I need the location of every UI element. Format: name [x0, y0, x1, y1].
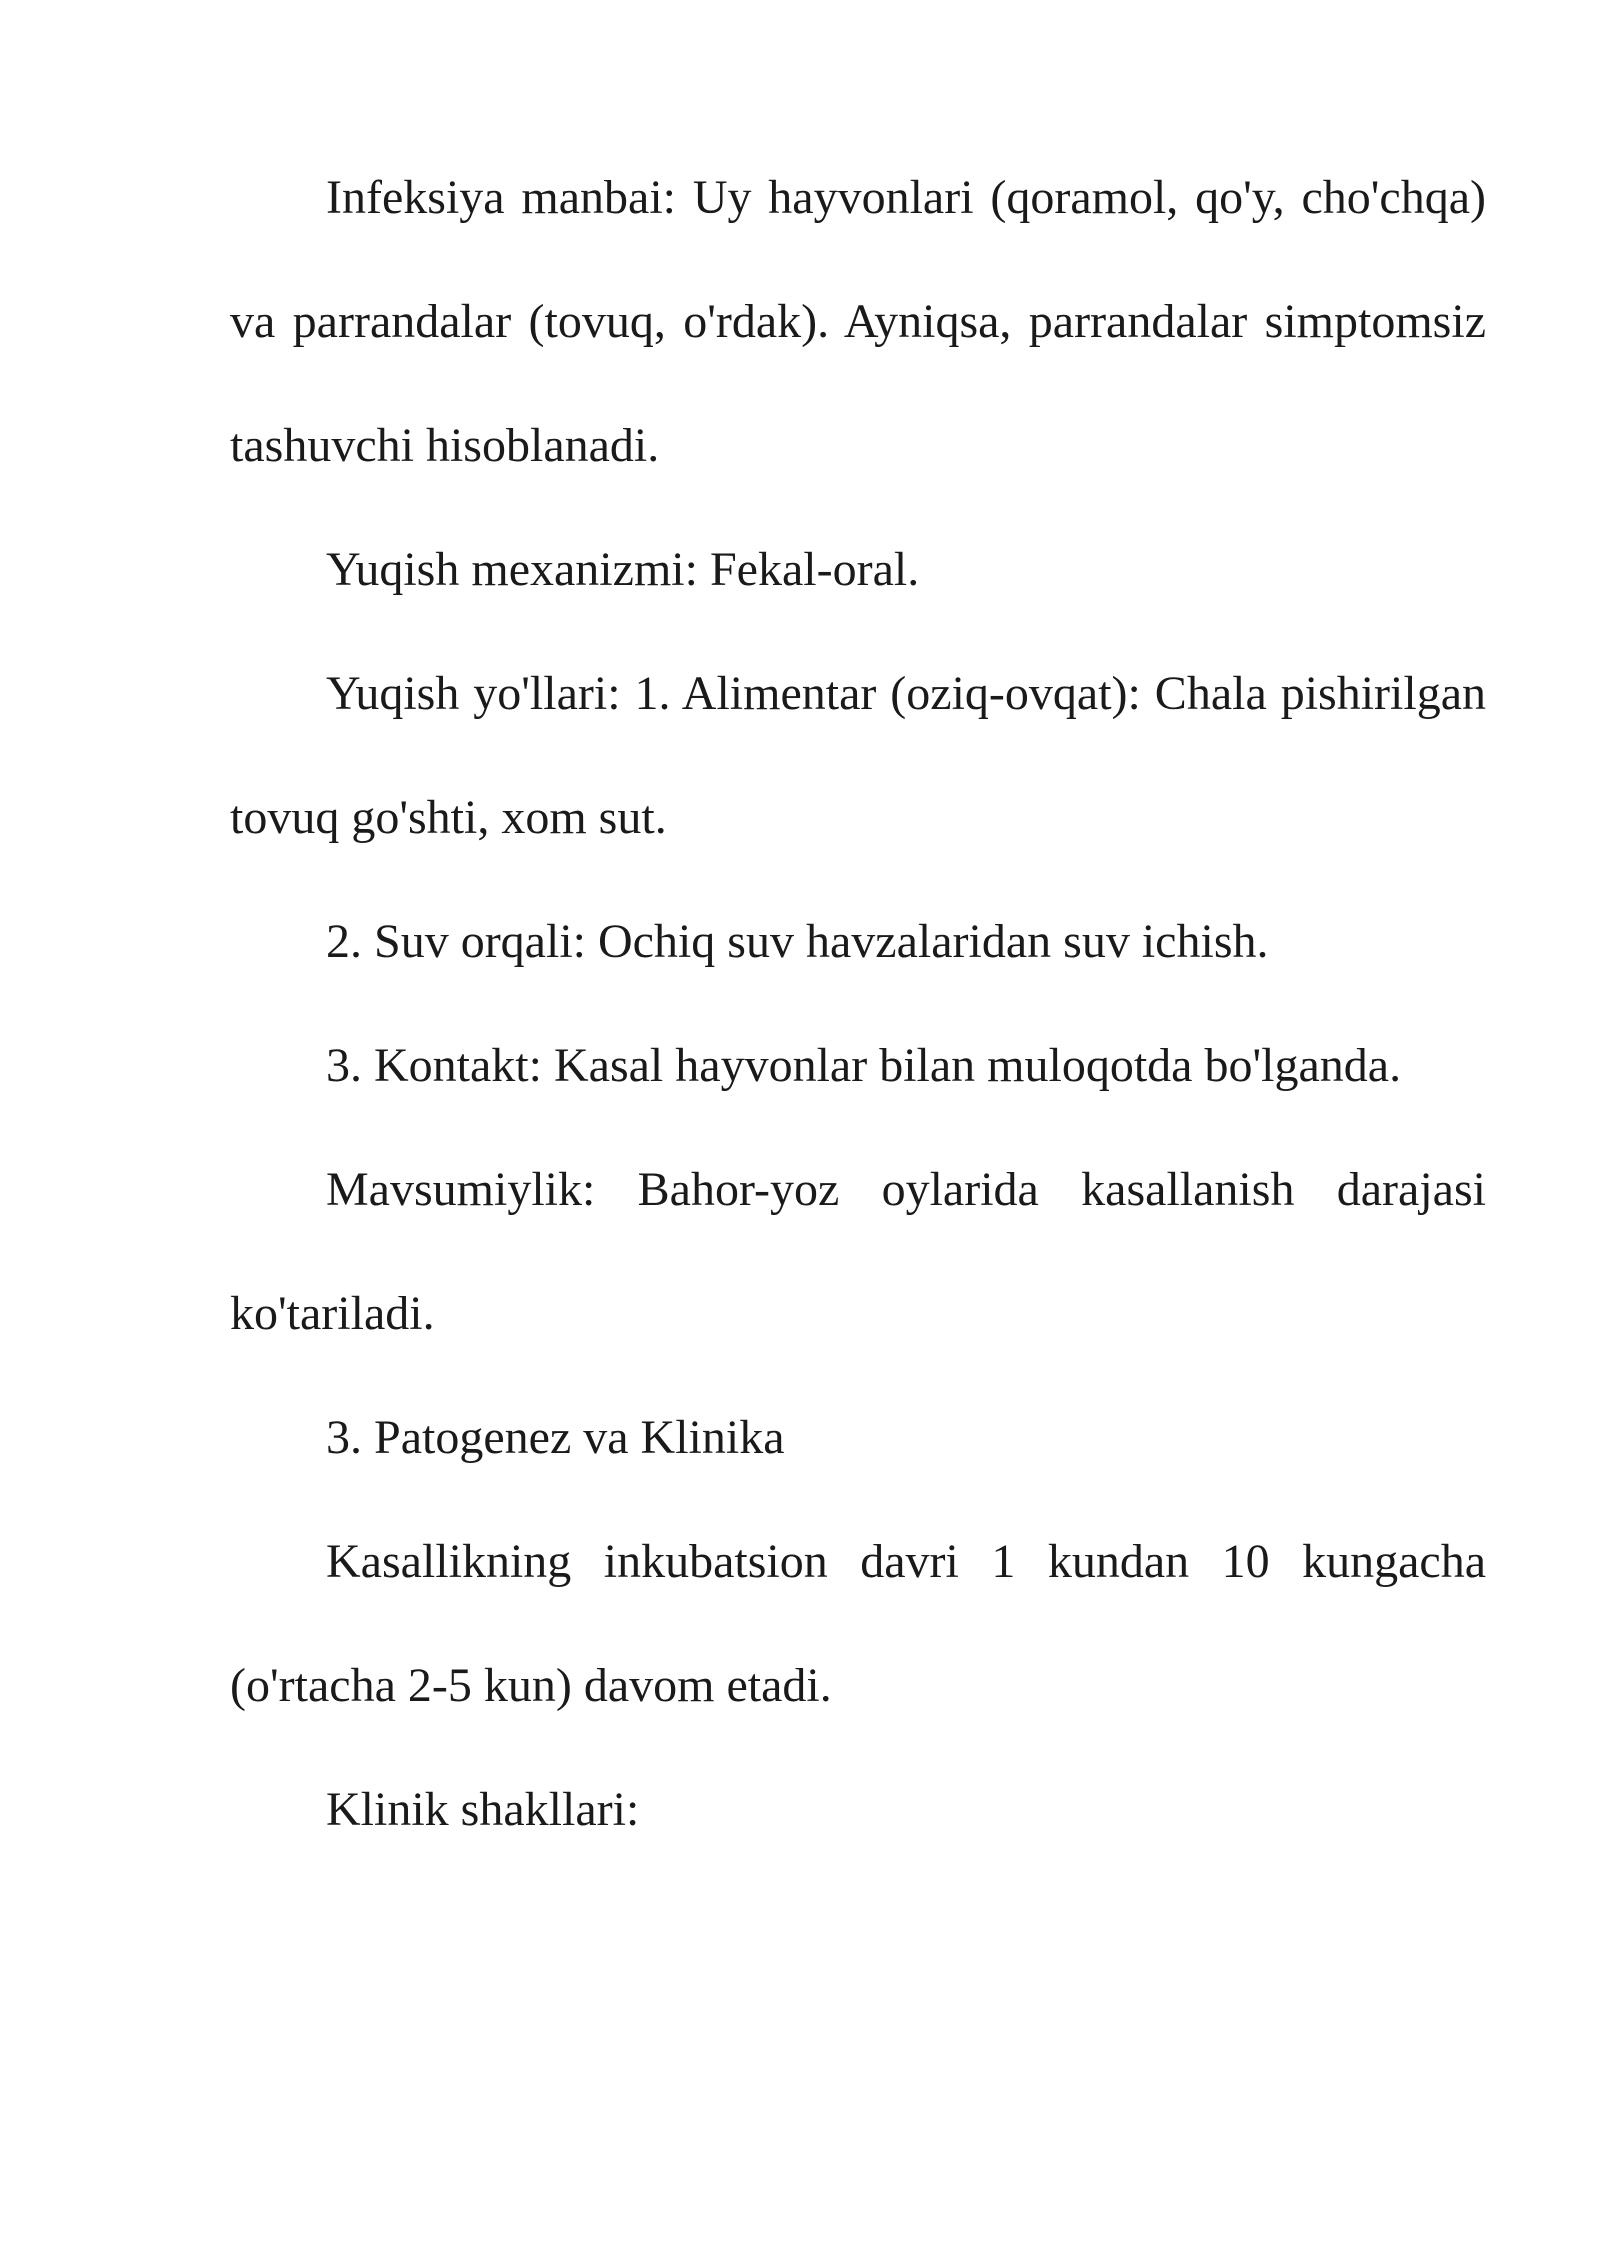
paragraph-seasonality: Mavsumiylik: Bahor-yoz oylarida kasallanish darajasi ko'tariladi.: [230, 1163, 1486, 1340]
document-body: [230, 136, 1486, 1872]
paragraph-route-water: 2. Suv orqali: Ochiq suv havzalaridan suv ichish.: [326, 915, 1269, 968]
paragraph-route-contact: 3. Kontakt: Kasal hayvonlar bilan muloqotda bo'lganda.: [326, 1039, 1402, 1092]
paragraph-transmission-mechanism: Yuqish mexanizmi: Fekal-oral.: [326, 543, 920, 596]
paragraph-transmission-routes: Yuqish yo'llari: 1. Alimentar (oziq-ovqat): Chala pishirilgan tovuq go'shti, xom sut.: [230, 667, 1486, 844]
paragraph-incubation-period: Kasallikning inkubatsion davri 1 kundan 10 kungacha (o'rtacha 2-5 kun) davom etadi.: [230, 1535, 1486, 1712]
paragraph-infection-source: Infeksiya manbai: Uy hayvonlari (qoramol, qo'y, cho'chqa) va parrandalar (tovuq, o'rdak). Ayniqsa, parrandalar simptomsiz tashuvchi hisoblanadi.: [230, 171, 1486, 472]
section-heading-pathogenesis: 3. Patogenez va Klinika: [326, 1411, 785, 1464]
paragraph-clinical-forms: Klinik shakllari:: [326, 1783, 640, 1836]
